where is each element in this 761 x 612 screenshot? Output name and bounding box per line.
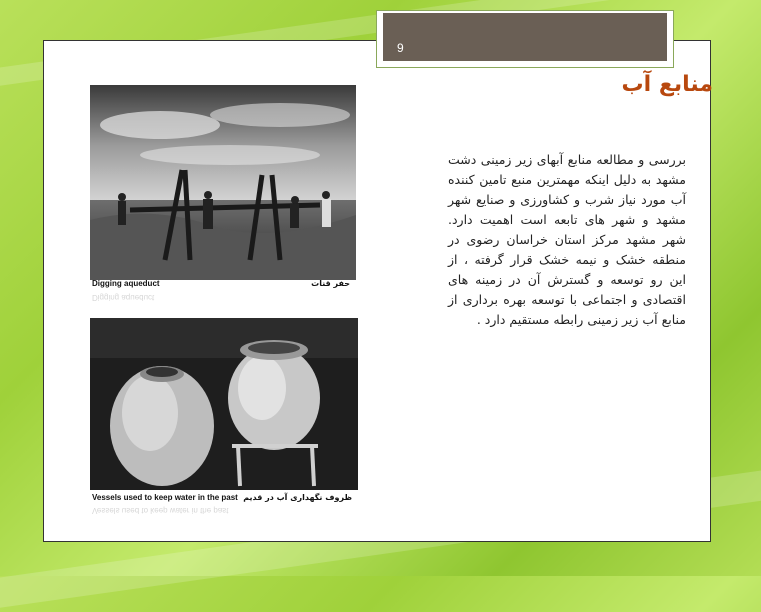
aqueduct-photo[interactable] [90,85,356,305]
vessels-caption-en: Vessels used to keep water in the past [92,493,238,502]
vessels-caption-fa: ظروف نگهداری آب در قدیم [243,493,352,502]
slide-body-text[interactable]: بررسی و مطالعه منابع آبهای زیر زمینی دشت مشهد به دلیل اینکه مهمترین منبع تامین کننده آب مورد نیاز شرب و کشاورزی و صنایع شهر مشهد و شهر های تابعه است اهمیت دارد. شهر مشهد مرکز استان خراسان رضوی در منطقه خشک و نیمه خشک قرار گرفته ، از این رو توسعه و گسترش آن در زمینه های اقتصادی و اجتماعی با توسعه بهره برداری از منابع آب زیر زمینی رابطه مستقیم دارد . [448,152,686,327]
aqueduct-caption-fa: حفر قنات [311,279,350,288]
page-number-tab-fill [383,13,667,61]
vessels-image [90,318,358,490]
page-number: 9 [397,41,404,55]
aqueduct-caption-reflection: Digging aqueduct [92,293,155,302]
page-number-tab [376,10,674,68]
aqueduct-image [90,85,356,280]
vessels-photo[interactable] [90,318,358,533]
slide-title[interactable]: منابع آب [621,72,713,97]
vessels-caption-reflection: Vessels used to keep water in the past [92,506,229,515]
aqueduct-caption-en: Digging aqueduct [92,279,160,288]
